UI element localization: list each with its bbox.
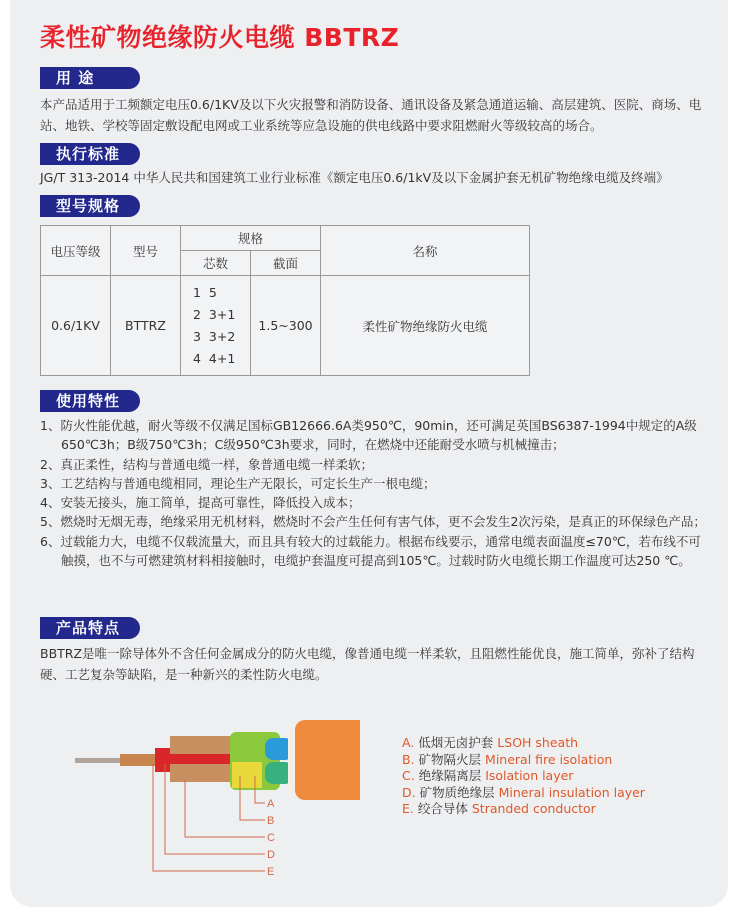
label-b: B — [267, 815, 275, 827]
standard-text: JG/T 313-2014 中华人民共和国建筑工业行业标准《额定电压0.6/1kV及以下金属护套无机矿物绝缘电缆及终端》 — [40, 170, 669, 185]
cell-voltage: 0.6/1KV — [41, 276, 111, 376]
cable-diagram — [60, 720, 360, 885]
feature-item: 4、安装无接头，施工简单，提高可靠性，降低投入成本； — [40, 495, 361, 511]
core-option: 4 4+1 — [193, 350, 236, 366]
core-upper — [170, 736, 240, 754]
core-option: 3 3+2 — [193, 328, 236, 344]
label-a: A — [267, 798, 275, 810]
legend-item: E. 绞合导体 Stranded conductor — [402, 801, 596, 816]
legend-item: D. 矿物质绝缘层 Mineral insulation layer — [402, 784, 645, 800]
page-title: 柔性矿物绝缘防火电缆 BBTRZ — [40, 23, 400, 52]
product-text: BBTRZ是唯一除导体外不含任何金属成分的防火电缆，像普通电缆一样柔软，且阻燃性能优良，施工简单，弥补了结构硬、工艺复杂等缺陷，是一种新兴的柔性防火电缆。 — [40, 646, 695, 682]
usage-text: 本产品适用于工频额定电压0.6/1KV及以下火灾报警和消防设备、通讯设备及紧急通道运输、高层建筑、医院、商场、电站、地铁、学校等固定敷设配电网或工业系统等应急设施的供电线路中要求阻燃耐火等级较高的场合。 — [40, 97, 702, 133]
legend-item: C. 绝缘隔离层 Isolation layer — [402, 768, 574, 783]
label-d: D — [267, 849, 275, 861]
label-c: C — [267, 832, 275, 844]
conductor-core — [75, 758, 125, 763]
stranded-conductor — [120, 754, 160, 766]
feature-item: 5、燃烧时无烟无毒，绝缘采用无机材料，燃烧时不会产生任何有害气体，更不会发生2次污染，是真正的环保绿色产品； — [40, 514, 706, 530]
cell-cores — [181, 276, 251, 376]
diagram-legend — [402, 735, 645, 818]
core-lower — [170, 764, 240, 782]
spec-table — [40, 225, 530, 376]
section-heading-usage: 用 途 — [40, 67, 140, 89]
header-model: 型号 — [111, 226, 181, 276]
header-voltage: 电压等级 — [41, 226, 111, 276]
feature-item: 6、过载能力大，电缆不仅载流量大，而且具有较大的过载能力。根据布线要示，通常电缆表面温度≤70℃，若布线不可触摸，也不与可燃建筑材料相接触时，电缆护套温度可提高到105℃。过载时防火电缆长期工作温度可达250 ℃。 — [40, 533, 701, 569]
section-heading-product: 产品特点 — [40, 617, 140, 639]
legend-item: B. 矿物隔火层 Mineral fire isolation — [402, 751, 613, 767]
section-heading-features: 使用特性 — [40, 390, 140, 412]
header-name: 名称 — [321, 226, 530, 276]
features-list — [40, 416, 710, 570]
sheath — [295, 720, 360, 800]
legend-item: A. 低烟无卤护套 LSOH sheath — [402, 735, 579, 750]
cell-name: 柔性矿物绝缘防火电缆 — [321, 276, 530, 376]
feature-item: 2、真正柔性，结构与普通电缆一样，象普通电缆一样柔软； — [40, 456, 373, 472]
core-option: 2 3+1 — [193, 306, 236, 322]
cell-section: 1.5~300 — [251, 276, 321, 376]
label-e: E — [267, 866, 275, 878]
header-cores: 芯数 — [181, 251, 251, 276]
section-heading-model: 型号规格 — [40, 195, 140, 217]
yellow-core — [232, 762, 262, 788]
header-spec: 规格 — [181, 226, 321, 251]
cell-model: BTTRZ — [111, 276, 181, 376]
section-heading-standard: 执行标准 — [40, 143, 140, 165]
core-option: 1 5 — [193, 284, 217, 300]
feature-item: 1、防火性能优越，耐火等级不仅满足国标GB12666.6A类950℃，90min，还可满足英国BS6387-1994中规定的A级650℃3h；B级750℃3h；C级950℃3h要求，同时，在燃烧中还能耐受水喷与机械撞击； — [40, 418, 697, 453]
header-section: 截面 — [251, 251, 321, 276]
feature-item: 3、工艺结构与普通电缆相同，理论生产无限长，可定长生产一根电缆； — [40, 475, 436, 491]
